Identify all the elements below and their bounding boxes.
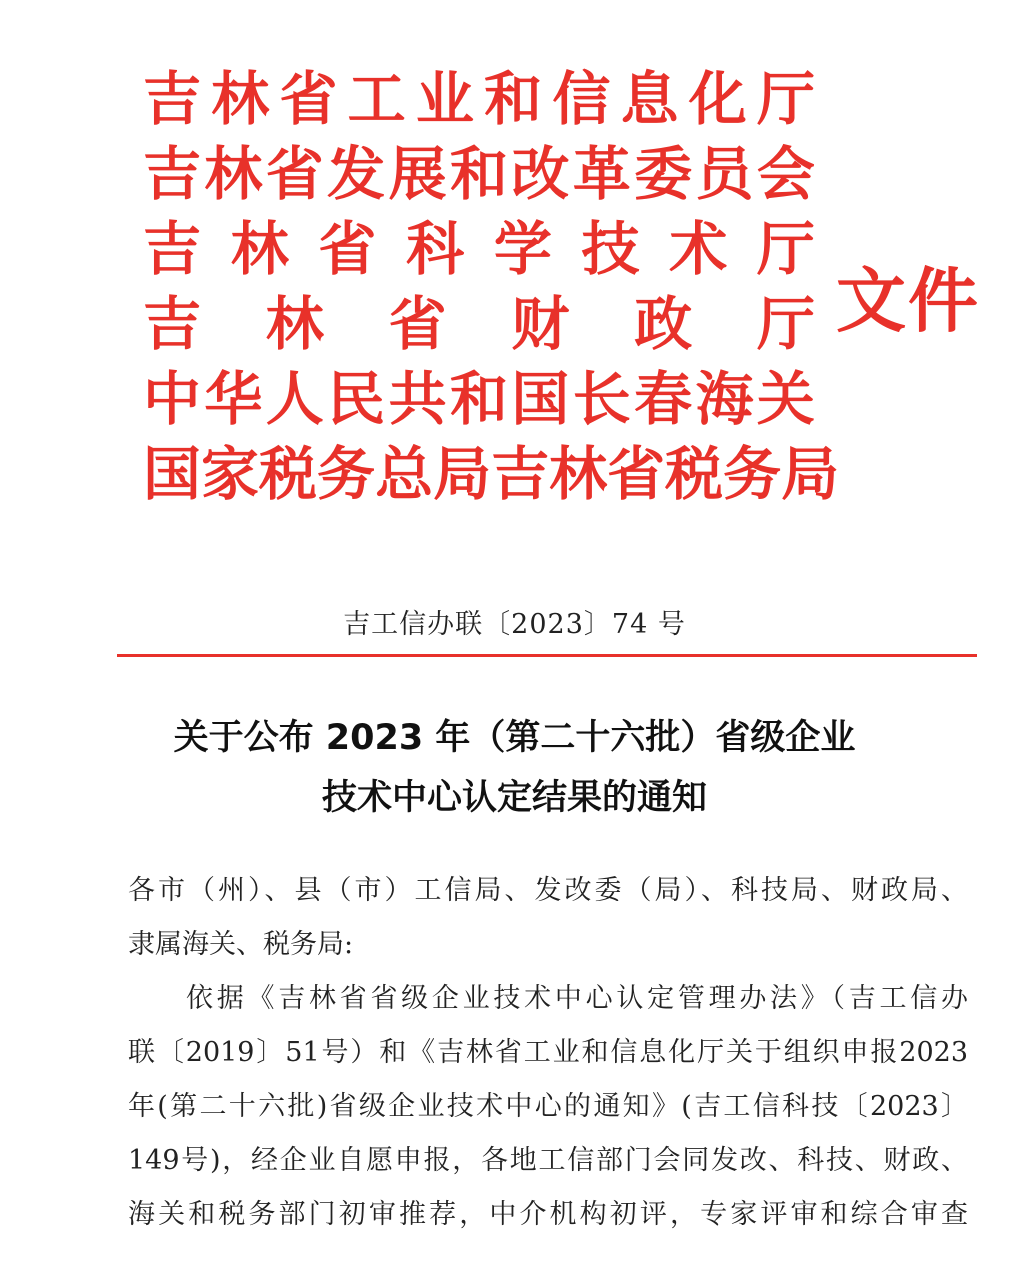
title-line-2: 技术中心认定结果的通知 bbox=[321, 778, 707, 818]
body-text bbox=[128, 864, 968, 1242]
issuer-line: 吉 林 省 工 业 和 信 息 化 厅 bbox=[143, 65, 815, 133]
issuer-line: 吉 林 省 科 学 技 术 厅 bbox=[143, 215, 815, 283]
issuer-line: 国 家 税 务 总 局 吉 林 省 税 务 局 bbox=[143, 440, 840, 508]
document-suffix: 文件 bbox=[836, 260, 980, 342]
document-number: 吉工信办联〔2023〕74 号 bbox=[343, 609, 686, 640]
addressee-line-2: 隶属海关、税务局: bbox=[128, 929, 354, 960]
title-line-1: 关于公布 2023 年（第二十六批）省级企业 bbox=[173, 718, 856, 758]
red-divider-line bbox=[117, 654, 977, 657]
paragraph-line-4: 149号)，经企业自愿申报，各地工信部门会同发改、科技、财政、 bbox=[128, 1145, 968, 1176]
paragraph-line-2: 联〔2019〕51号）和《吉林省工业和信息化厅关于组织申报2023 bbox=[128, 1037, 968, 1068]
paragraph-line-3: 年(第二十六批)省级企业技术中心的通知》(吉工信科技〔2023〕 bbox=[128, 1091, 968, 1122]
notice-title bbox=[0, 708, 1029, 828]
issuer-line: 吉 林 省 财 政 厅 bbox=[143, 290, 815, 358]
issuer-block bbox=[143, 62, 840, 512]
addressee-line-1: 各市（州）、县（市）工信局、发改委（局）、科技局、财政局、 bbox=[128, 875, 968, 906]
issuer-line: 吉 林 省 发 展 和 改 革 委 员 会 bbox=[143, 140, 815, 208]
issuer-line: 中 华 人 民 共 和 国 长 春 海 关 bbox=[143, 365, 815, 433]
paragraph-line-1: 依据《吉林省省级企业技术中心认定管理办法》（吉工信办 bbox=[186, 983, 968, 1014]
paragraph-line-5: 海关和税务部门初审推荐，中介机构初评，专家评审和综合审查 bbox=[128, 1199, 968, 1230]
